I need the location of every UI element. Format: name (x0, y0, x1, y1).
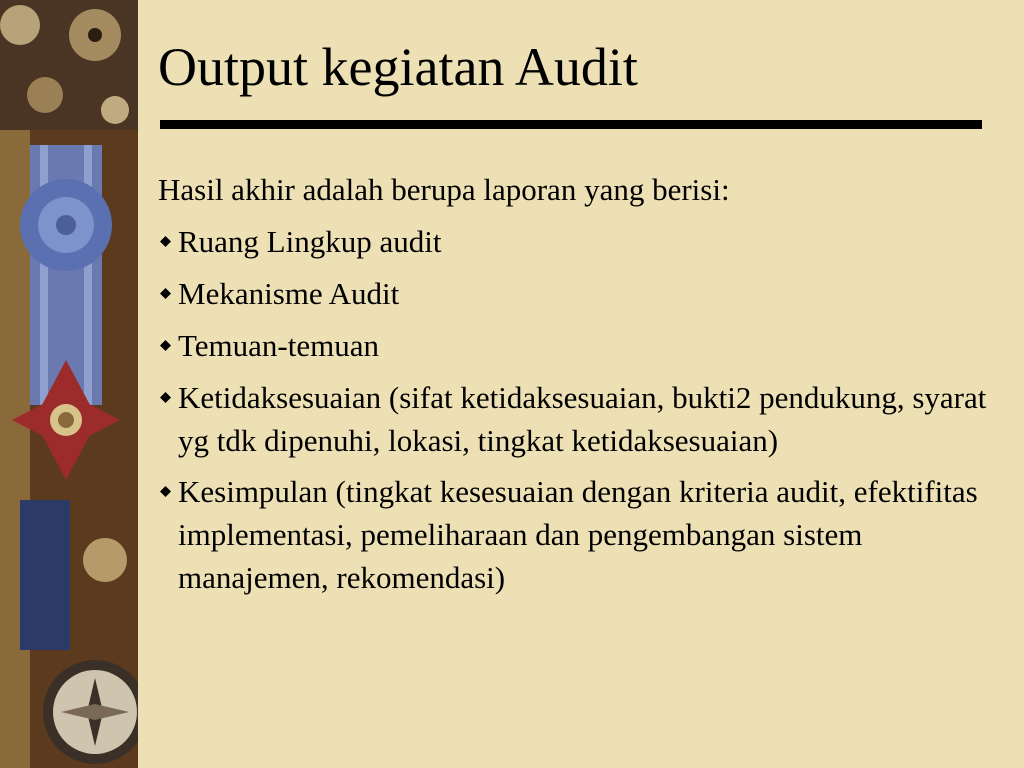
intro-text: Hasil akhir adalah berupa laporan yang berisi: (158, 172, 730, 207)
list-item-text: Ruang Lingkup audit (178, 224, 442, 259)
diamond-bullet-icon (160, 340, 171, 351)
content-body (158, 168, 988, 607)
list-item-text: Temuan-temuan (178, 328, 379, 363)
diamond-bullet-icon (160, 486, 171, 497)
list-item-text: Kesimpulan (tingkat kesesuaian dengan kriteria audit, efektifitas implementasi, pemeliharaan dan pengembangan sistem manajemen, rekomendasi) (178, 474, 978, 595)
list-item (158, 324, 988, 368)
list-item (158, 470, 988, 599)
medal-and-compass-icon (0, 0, 138, 768)
bullet-list (158, 220, 988, 599)
title-divider (160, 120, 982, 129)
list-item-text: Mekanisme Audit (178, 276, 400, 311)
diamond-bullet-icon (160, 236, 171, 247)
page-title: Output kegiatan Audit (158, 37, 638, 97)
list-item-text: Ketidaksesuaian (sifat ketidaksesuaian, bukti2 pendukung, syarat yg tdk dipenuhi, lokasi, tingkat ketidaksesuaian) (178, 380, 987, 458)
list-item (158, 376, 988, 462)
diamond-bullet-icon (160, 392, 171, 403)
list-item (158, 272, 988, 316)
list-item (158, 220, 988, 264)
diamond-bullet-icon (160, 288, 171, 299)
